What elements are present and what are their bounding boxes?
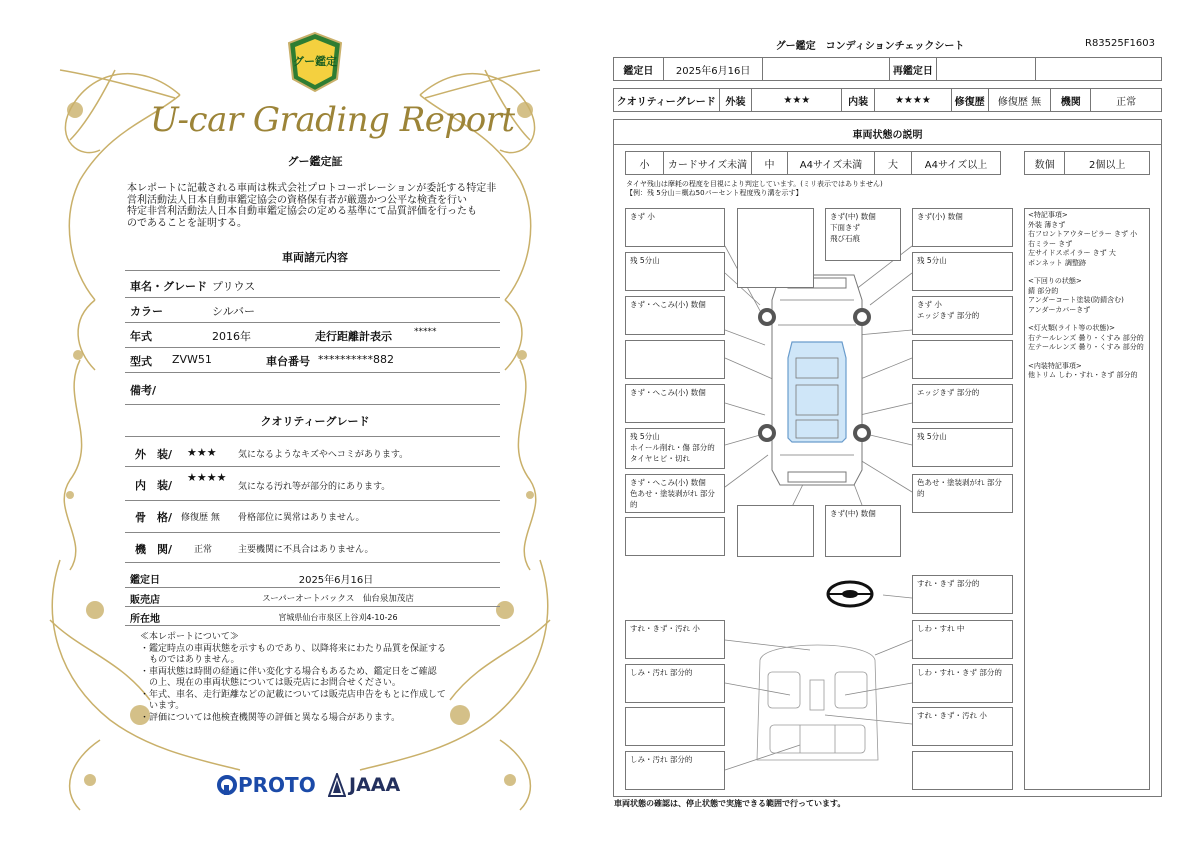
- about-line: います。: [140, 701, 185, 711]
- logo-text: グー鑑定: [293, 55, 337, 68]
- cond-box-a3: きず(中) 数個 下面きず 飛び石痕: [825, 208, 901, 261]
- cond-box-c1: きず・へこみ(小) 数個: [625, 296, 725, 335]
- about-line: ・年式、車名、走行距離などの記載については販売店申告をもとに作成して: [140, 689, 446, 700]
- note-line: <内装特記事項>: [1028, 361, 1082, 370]
- note-line: 右テールレンズ 曇り・くすみ 部分的: [1028, 333, 1144, 342]
- appraisal-date-value: 2025年6月16日: [298, 575, 374, 586]
- section-title: 車両状態の説明: [852, 130, 923, 141]
- divider: [125, 562, 500, 563]
- divider: [125, 372, 500, 373]
- note-line: 他トリム しわ・すれ・きず 部分的: [1028, 371, 1138, 379]
- interior-label: 内 装/: [135, 479, 173, 492]
- cond-box-f1: 残 5分山 ホイール削れ・傷 部分的 タイヤヒビ・切れ: [625, 428, 725, 469]
- intro-line: 営利活動法人日本自動車鑑定協会の資格保有者が厳選かつ公平な検査を行い: [127, 194, 467, 206]
- jaaa-logo: [328, 772, 408, 798]
- engine-desc: 主要機関に不具合はありません。: [238, 545, 374, 555]
- about-line: ・鑑定時点の車両状態を示すものであり、以降将来にわたり品質を保証する: [140, 643, 447, 654]
- date-value: 2025年6月16日: [664, 58, 764, 80]
- quality-heading: クオリティーグレード: [260, 415, 370, 428]
- ext-label: 外装: [720, 89, 753, 111]
- about-section: [140, 632, 500, 724]
- condition-check-sheet: [600, 0, 1200, 848]
- name-label: 車名・グレード: [130, 280, 207, 293]
- steering-wheel-icon: [828, 582, 872, 606]
- about-line: ・車両状態は時間の経過に伴い変化する場合もあるため、鑑定日をご確認: [140, 666, 437, 677]
- cond-box-b1: 残 5分山: [625, 252, 725, 291]
- engine-label: 機 関/: [135, 543, 173, 556]
- exterior-label: 外 装/: [135, 448, 173, 461]
- ext-value: ★★★: [752, 89, 842, 111]
- legend-medium-desc: A4サイズ未満: [788, 152, 875, 174]
- model-label: 型式: [130, 355, 152, 368]
- engine-grade: 正常: [194, 545, 213, 555]
- note-line: 左サイドスポイラー きず 大: [1028, 249, 1116, 257]
- quality-label: クオリティーグレード: [614, 89, 720, 111]
- cond-box-k4: すれ・きず・汚れ 小: [912, 707, 1013, 746]
- document-id: R83525F1603: [1085, 38, 1155, 49]
- note-line: アンダーカバーきず: [1028, 305, 1091, 314]
- about-line: の上、現在の車両状態については販売店にお問合せください。: [140, 678, 401, 688]
- note-line: ボンネット 調整跡: [1028, 258, 1087, 267]
- int-label: 内装: [842, 89, 875, 111]
- tire-note-2: 【例：残 5分山＝概ね50パーセント程度残り溝を示す】: [626, 189, 803, 197]
- divider: [125, 270, 500, 271]
- intro-line: のであることを証明する。: [127, 217, 247, 229]
- proto-text: PROTO: [238, 773, 316, 797]
- remarks-label: 備考/: [130, 384, 157, 397]
- legend-several: 数個: [1025, 152, 1065, 174]
- certificate-heading: グー鑑定証: [287, 155, 343, 168]
- note-line: 外装 薄きず: [1028, 220, 1066, 229]
- engine-value: 正常: [1116, 96, 1137, 108]
- cond-box-h3: きず(中) 数個: [825, 505, 901, 557]
- int-value: ★★★★: [875, 89, 952, 111]
- note-line: <特記事項>: [1028, 211, 1068, 219]
- cond-box-g1: きず・へこみ(小) 数個 色あせ・塗装剥がれ 部分的: [625, 474, 725, 513]
- spec-heading: 車両諸元内容: [282, 251, 348, 264]
- interior-grade: ★★★★: [187, 471, 227, 484]
- cond-box-a1: きず 小: [625, 208, 725, 247]
- model-value: ZVW51: [172, 353, 212, 366]
- divider: [125, 606, 500, 607]
- cond-box-a2: [737, 208, 814, 288]
- cond-box-d1: [625, 340, 725, 379]
- divider: [125, 532, 500, 533]
- proto-logo: [216, 772, 321, 798]
- chassis-value: **********882: [318, 353, 394, 366]
- cond-box-a4: きず(小) 数個: [912, 208, 1013, 247]
- note-line: 右ミラー きず: [1028, 239, 1073, 248]
- divider: [125, 625, 500, 626]
- report-title: U-car Grading Report: [150, 100, 515, 140]
- cond-box-g4: 色あせ・塗装剥がれ 部分的: [912, 474, 1013, 513]
- year-label: 年式: [130, 330, 152, 343]
- note-line: 右フロントアウターピラー きず 小: [1028, 230, 1138, 238]
- legend-medium: 中: [752, 152, 788, 174]
- divider: [125, 404, 500, 405]
- cond-box-h2: [737, 505, 814, 557]
- divider: [125, 436, 500, 437]
- cond-box-c4: きず 小 エッジきず 部分的: [912, 296, 1013, 335]
- color-value: シルバー: [212, 305, 255, 318]
- note-line: <下回りの状態>: [1028, 277, 1082, 285]
- exterior-grade: ★★★: [187, 446, 217, 459]
- cond-box-d4: [912, 340, 1013, 379]
- divider: [125, 500, 500, 501]
- cond-box-b4: 残 5分山: [912, 252, 1013, 291]
- reappraisal-label: 再鑑定日: [890, 58, 937, 80]
- chassis-label: 車台番号: [266, 355, 310, 368]
- divider: [125, 297, 500, 298]
- legend-large-desc: A4サイズ以上: [924, 159, 988, 171]
- legend-several-desc: 2個以上: [1088, 159, 1126, 171]
- intro-line: 本レポートに記載される車両は株式会社プロトコーポレーションが委託する特定非: [127, 183, 497, 194]
- mileage-value: *****: [414, 327, 437, 337]
- frame-label: 骨 格/: [135, 511, 173, 524]
- name-value: プリウス: [212, 280, 256, 293]
- cond-box-l1: しみ・汚れ 部分的: [625, 751, 725, 790]
- date-label: 鑑定日: [614, 58, 664, 80]
- cond-box-k1: [625, 707, 725, 746]
- cond-box-e4: エッジきず 部分的: [912, 384, 1013, 423]
- address-value: 宮城県仙台市泉区上谷刈4-10-26: [278, 613, 398, 622]
- repair-value: 修復歴 無: [989, 89, 1052, 111]
- goo-logo: [287, 31, 343, 93]
- divider: [125, 587, 500, 588]
- exterior-desc: 気になるようなキズやヘコミがあります。: [238, 450, 409, 460]
- frame-desc: 骨格部位に異常はありません。: [238, 513, 365, 523]
- note-line: 左テールレンズ 曇り・くすみ 部分的: [1028, 343, 1144, 351]
- divider: [125, 466, 500, 467]
- cond-box-steering: すれ・きず 部分的: [912, 575, 1013, 614]
- cond-box-l4: [912, 751, 1013, 790]
- cond-box-i1: すれ・きず・汚れ 小: [625, 620, 725, 659]
- intro-line: 特定非営利活動法人日本自動車鑑定協会の定める基準にて品質評価を行ったも: [127, 206, 477, 217]
- address-label: 所在地: [130, 614, 160, 625]
- note-line: <灯火類(ライト等の状態)>: [1028, 324, 1115, 332]
- cond-box-f4: 残 5分山: [912, 428, 1013, 467]
- legend-small: 小: [626, 152, 664, 174]
- footer-note: 車両状態の確認は、停止状態で実施できる範囲で行っています。: [614, 799, 846, 808]
- cond-box-e1: きず・へこみ(小) 数個: [625, 384, 725, 423]
- dealer-label: 販売店: [130, 595, 160, 606]
- interior-desc: 気になる汚れ等が部分的にあります。: [238, 482, 391, 492]
- legend-large: 大: [875, 152, 912, 174]
- cond-box-i4: しわ・すれ 中: [912, 620, 1013, 659]
- cond-box-j4: しわ・すれ・きず 部分的: [912, 664, 1013, 703]
- frame-grade: 修復歴 無: [181, 513, 220, 523]
- mileage-label: 走行距離計表示: [315, 330, 392, 343]
- jaaa-text: JAAA: [349, 774, 401, 796]
- divider: [125, 322, 500, 323]
- note-line: 錆 部分的: [1028, 286, 1059, 295]
- color-label: カラー: [130, 305, 163, 318]
- appraisal-date-label: 鑑定日: [130, 575, 160, 586]
- sheet-title: グー鑑定 コンディションチェックシート: [775, 41, 965, 52]
- about-line: ものではありません。: [140, 655, 240, 665]
- special-notes-panel: [1024, 208, 1150, 790]
- divider: [125, 347, 500, 348]
- legend-small-desc: カードサイズ未満: [664, 152, 752, 174]
- dealer-value: スーパーオートバックス 仙台泉加茂店: [262, 594, 414, 604]
- cond-box-j1: しみ・汚れ 部分的: [625, 664, 725, 703]
- cond-box-h1: [625, 517, 725, 556]
- about-heading: ≪本レポートについて≫: [140, 632, 239, 642]
- note-line: アンダーコート塗装(防錆含む): [1028, 296, 1124, 304]
- year-value: 2016年: [212, 330, 251, 343]
- tire-note-1: タイヤ残山は摩耗の程度を目視により判定しています。(ミリ表示ではありません): [626, 180, 883, 188]
- about-line: ・評価については他検査機関等の評価と異なる場合があります。: [140, 712, 401, 723]
- intro-text: [127, 183, 507, 229]
- engine-label: 機関: [1051, 89, 1091, 111]
- repair-label: 修復歴: [952, 89, 989, 111]
